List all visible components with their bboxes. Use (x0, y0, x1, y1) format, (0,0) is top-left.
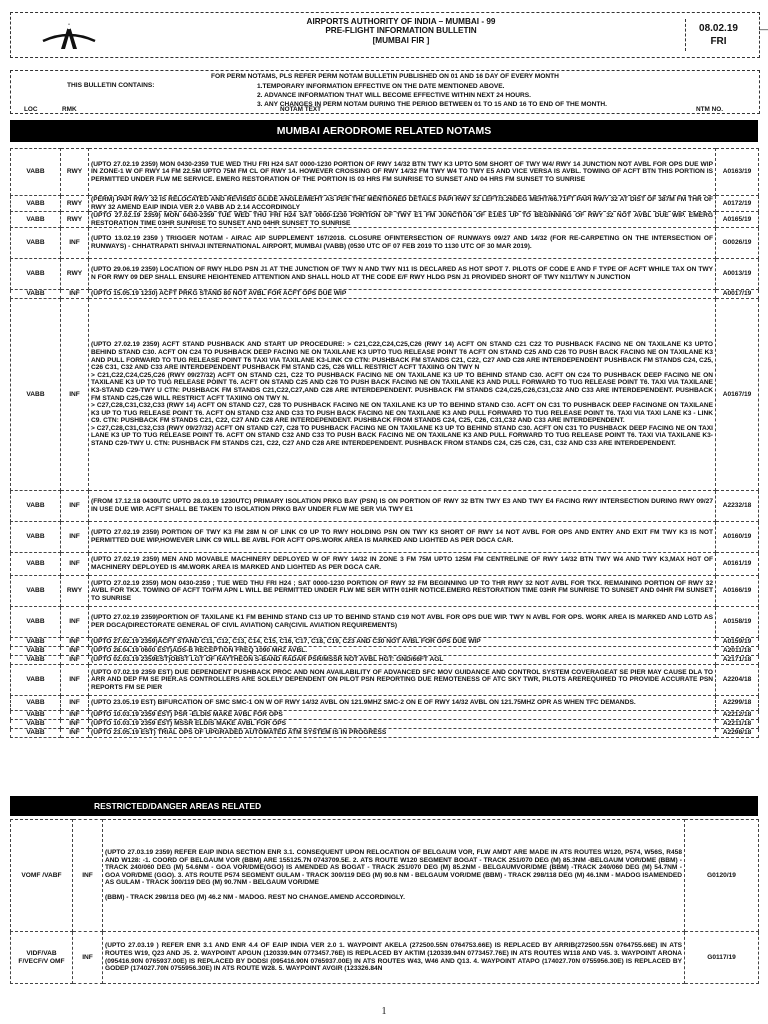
notam-remark: RWY (61, 576, 89, 607)
contains-item: 3. ANY CHANGES IN PERM NOTAM DURING THE PERIOD BETWEEN 01 TO 15 AND 16 TO END OF THE MONTH. (257, 101, 607, 108)
notam-number: A2212/18 (716, 711, 759, 720)
notam-remark: INF (61, 656, 89, 665)
notam-text: (UPTO 27.02.19 2359) PORTION OF TWY K3 FM 28M N OF LINK C9 UP TO RWY HOLDING PSN ON TWY K3 SHORT OF RWY 14 NOT AVBL FOR OPS AND ENTRY AND EXIT FM TWY K3 IS NOT PERMITTED DUE WIP,HOWEVER LINK C9 WILL BE AVBL FOR ACFT OPS.WORK AREA IS MARKED AND LIGHTED AS PER DGCA CAR. (89, 522, 716, 553)
notam-text: (UPTO 29.06.19 2359) LOCATION OF RWY HLDG PSN J1 AT THE JUNCTION OF TWY N AND TWY N11 IS DECLARED AS HOT SPOT 7. PILOTS OF CODE E AND F TYPE OF ACFT WHILE TAX ON TWY N FOR RWY 09 DEP SHALL ENSURE HEIGHTENED ATTENTION AND SHALL HOLD AT THE CODE E/F RWY HLDG PSN J1 PROVIDED SHORT OF TWY N11/TWY N JUNCTION (89, 259, 716, 290)
notam-number: A2232/18 (716, 491, 759, 522)
notam-remark: INF (61, 228, 89, 259)
notam-text: (UPTO 10.03.19 2359 EST) MSSR ELDIS MAKE AVBL FOR OPS (89, 720, 716, 729)
section-title-aerodrome: MUMBAI AERODROME RELATED NOTAMS (10, 120, 758, 142)
notam-location: VABB (11, 259, 61, 290)
contains-item: 1.TEMPORARY INFORMATION EFFECTIVE ON THE DATE MENTIONED ABOVE. (257, 83, 505, 90)
notam-remark: INF (61, 638, 89, 647)
notam-location: VOMF /VABF (11, 820, 73, 932)
notam-number: A0160/19 (716, 522, 759, 553)
notam-row (11, 290, 759, 299)
notam-row (11, 647, 759, 656)
notam-text: (UPTO 07.02.19 2359 EST) DUE DEPENDENT PUSHBACK PROC AND NON AVAILABILITY OF ADVANCED SFC MOV GUIDANCE AND CONTROL SYSTEM COVERAGEAT SE PIER MAY CAUSE DLA TO ARR AND DEP FM SE PIER.AS CONTROLLERS ARE SOLELY DEPENDENT ON PILOT PSN REPORTING DUE REMOTENESS OF ATC SKY TWR, PILOTS AREREQUIRED TO PROVIDE ACCURATE PSN REPORTS FM SE PIER (89, 665, 716, 696)
notam-row (11, 149, 759, 196)
notam-location: VABB (11, 696, 61, 711)
notam-row (11, 696, 759, 711)
notam-location: VABB (11, 665, 61, 696)
column-headers (10, 106, 758, 116)
notam-row (11, 553, 759, 576)
notam-location: VABB (11, 638, 61, 647)
perm-notam-note: FOR PERM NOTAMS, PLS REFER PERM NOTAM BULLETIN PUBLISHED ON 01 AND 16 DAY OF EVERY MONTH (211, 73, 559, 80)
notam-text: (UPTO 27.02.19 2359)PORTION OF TAXILANE K1 FM BEHIND STAND C13 UP TO BEHIND STAND C19 NOT AVBL FOR OPS DUE WIP. TWY N AVBL FOR OPS. WORK AREA IS MARKED AND LGTD AS PER DGCA(DIRECTORATE GENERAL OF CIVIL AVIATION) CAR(CIVIL AVIATION REQUIREMENTS) (89, 607, 716, 638)
bulletin-day: FRI (710, 36, 727, 47)
page-number: 1 (381, 1006, 387, 1017)
bulletin-title: PRE-FLIGHT INFORMATION BULLETIN (325, 26, 477, 36)
notam-location: VABB (11, 553, 61, 576)
notam-text: (UPTO 27.02.19 2359) MEN AND MOVABLE MACHINERY DEPLOYED W OF RWY 14/32 IN ZONE 3 FM 75M UPTO 125M FM CENTRELINE OF RWY 14/32 BTN TWY W4 AND TWY K3,MAX HGT OF MACHINERY DEPLOYED IS 4M.WORK AREA IS MARKED AND LIGHTED AS PER DGCA CAR. (89, 553, 716, 576)
notam-row (11, 711, 759, 720)
notam-row (11, 491, 759, 522)
notam-remark: INF (61, 491, 89, 522)
notam-text: (UPTO 02.03.19 2359EST)OBST LGT OF RAYTHEON S-BAND RADAR PSR/MSSR NOT AVBL HGT: GND/66FT AGL (89, 656, 716, 665)
notam-remark: INF (61, 696, 89, 711)
notam-number: G0117/19 (685, 932, 759, 984)
org-name: AIRPORTS AUTHORITY OF INDIA – MUMBAI - 99 (306, 17, 496, 26)
notam-location: VABB (11, 491, 61, 522)
notam-remark: INF (61, 607, 89, 638)
notam-row (11, 638, 759, 647)
notam-row (11, 932, 759, 984)
notam-text: (UPTO 28.04.19 0600 EST)ADS-B RECEPTION FREQ 1090 MHZ AVBL. (89, 647, 716, 656)
notam-location: VABB (11, 729, 61, 738)
col-rmk: RMK (62, 106, 77, 113)
notam-number: A0172/19 (716, 196, 759, 212)
restricted-notam-table (10, 819, 759, 984)
notam-number: A2011/18 (716, 647, 759, 656)
notam-text: (UPTO 23.05.19 EST) TRIAL OPS OF UPGRADED AUTOMATED ATM SYSTEM IS IN PROGRESS (89, 729, 716, 738)
notam-text: (UPTO 27.02.19 2359)ACFT STAND C11, C12, C13, C14, C15, C16, C17, C18, C19, C23 AND C30 NOT AVBL FOR OPS DUE WIP (89, 638, 716, 647)
notam-number: A0159/19 (716, 638, 759, 647)
notam-row (11, 228, 759, 259)
notam-location: VABB (11, 720, 61, 729)
notam-text: (UPTO 10.03.19 2359 EST) PSR -ELDIS MAKE AVBL FOR OPS (89, 711, 716, 720)
notam-remark: RWY (61, 196, 89, 212)
notam-text: (UPTO 27.02.19 2359) ACFT STAND PUSHBACK AND START UP PROCEDURE: > C21,C22,C24,C25,C26 (RWY 14) ACFT ON STAND C21 C22 TO PUSHBACK FACING NE ON TAXILANE K3 UPTO BEHIND STAND C30. ACFT ON C24 TO PUSHBACK DEEP FACING NE ON TAXILANE K3 UPTO TUG RELEASE POINT T6 ACFT ON STAND C25 AND C26 TO PUSH BACK FACING NE ON TAXILANE K3 AND PULL FORWARD TO TUG RELEASE POINT T6 TAXI VIA TAXILANE K3-LINK C9 CTN: PUSHBACK FM STANDS C21, C22, C27 AND C28 ARE INTERDEPENDENT PUSHBACK FM STANDS C24, C25, C26 C31, C32 AND C33 ARE INTERDEPENDENT PUSHBACK FM STAND C25, C26 WILL RESTRICT ACFT TAXIING ON TWY N > C21,C22,C24,C25,C26 (RWY 09/27/32) ACFT ON STAND C21, C22 TO PUSHBACK FACING NE ON TAXILANE K3 UP TO BEHIND STAND C30. ACFT ON C24 TO PUSHBACK DEEP FACING NE ON TAXILANE K3 UP TO TUG RELEASE POINT T6. ACFT ON STAND C25 AND C26 TO PUSH BACK FACING NE ON TAXILANE K3 AND PULL FORWARD TO TUG RELEASE POINT T6. TAXI VIA TAXILANE K3-STAND C29-TWY U CTN: PUSHBACK FM STANDS C21,C22,C27,AND C28 ARE INTERDEPENDENT. PUSHBACK FM STANDS C24,C25,C26,C31,C32 AND C33 ARE INTERDEPENDENT. PUSHBACK FM STAND C25,C26 WILL RESTRICT ACFT TAXIING ON TWY N. > C27,C28,C31,C32,C33 (RWY 14) ACFT ON STAND C27, C28 TO PUSHBACK FACING NE ON TAXILANE K3 UP TO BEHIND STAND C30. ACFT ON C31 TO PUSHBACK DEEP FACINGNE ON TAXILANE K3 UP TO TUG RELEASE POINT T6. ACFT ON STAND C32 AND C33 TO PUSH BACK FACING NE ON TAXILANE K3 AND PULL FORWARD TO TUG RELEASE POINT T6. TAXI VIA TAXI LANE K3 - LINK C9. CTN: PUSHBACK FM STANDS C21, C22, C27 AND C28 ARE INTERDEPENDENT. PUSHBACK FROM STANDS C24, C25, C26, C31,C32 AND C33 ARE INTERDEPENDENT. > C27,C28,C31,C32,C33 (RWY 09/27/32) ACFT ON STAND C27, C28 TO PUSHBACK FACING NE ON TAXILANE K3 UP TO BEHIND STAND C30. ACFT ON C31 TO PUSHBACK DEEP FACING NE ON TAXI LANE K3 UP TO TUG RELEASE POINT T6. ACFT ON STAND C32 AND C33 TO PUSH BACK FACING NE ON TAXILANE K3 AND PULL FORWARD TO TUG RELEASE POINT T6. TAXI VIA TAXILANE K3-STAND C29-TWY U. CTN: PUSHBACK FM STANDS C21, C22, C27 AND C28 ARE INTERDEPENDENT. PUSHBACK FROM STANDS C24, C25 C26, C31, C32 AND C33 ARE INTERDEPENDENT. (89, 299, 716, 491)
notam-location: VABB (11, 299, 61, 491)
notam-number: A2298/18 (716, 729, 759, 738)
fir-name: [MUMBAI FIR ] (372, 35, 430, 45)
contains-list (257, 82, 607, 109)
notam-number: A0167/19 (716, 299, 759, 491)
notam-location: VABB (11, 196, 61, 212)
notam-row (11, 259, 759, 290)
notam-text: (UPTO 23.05.19 EST) BIFURCATION OF SMC SMC-1 ON W OF RWY 14/32 AVBL ON 121.9MHZ SMC-2 ON E OF RWY 14/32 AVBL ON 121.75MHZ OPR AS WHEN TFC DEMANDS. (89, 696, 716, 711)
notam-remark: INF (73, 820, 103, 932)
notam-number: A0165/19 (716, 212, 759, 228)
notam-row (11, 656, 759, 665)
notam-remark: RWY (61, 212, 89, 228)
notam-text: (FROM 17.12.18 0430UTC UPTO 28.03.19 1230UTC) PRIMARY ISOLATION PRKG BAY (PSN) IS ON PORTION OF RWY 32 BTN TWY E3 AND TWY E4 FACING RWY INTERSECTION DURING RWY 09/27 IN USE DUE WIP. ACFT SHALL BE TAKEN TO ISOLATION PRKG BAY UNDER FLW ME SER VIA TWY E1 (89, 491, 716, 522)
notam-location: VABB (11, 290, 61, 299)
notam-location: VIDF/VAB F/VECF/V OMF (11, 932, 73, 984)
bulletin-date: 08.02.19 (699, 23, 738, 34)
notam-remark: INF (61, 299, 89, 491)
notam-row (11, 522, 759, 553)
aai-logo-icon (41, 19, 97, 51)
notam-location: VABB (11, 149, 61, 196)
notam-row (11, 607, 759, 638)
notam-text: (UPTO 15.05.19 1230) ACFT PRKG STAND 80 NOT AVBL FOR ACFT OPS DUE WIP (89, 290, 716, 299)
aerodrome-notam-table (10, 148, 759, 738)
notam-row (11, 720, 759, 729)
notam-location: VABB (11, 576, 61, 607)
notam-number: A0161/19 (716, 553, 759, 576)
notam-location: VABB (11, 711, 61, 720)
notam-text: (UPTO 13.02.19 2359 ) TRIGGER NOTAM - AIRAC AIP SUPPLEMENT 167/2018. CLOSURE OFINTERSECTION OF RUNWAYS 09/27 AND 14/32 (FOR RE-CARPETING ON THE INTERSECTION OF RUNWAYS) - CHHATRAPATI SHIVAJI INTERNATIONAL AIRPORT, MUMBAI (VABB) (0530 UTC OF 07 FEB 2019 TO 1130 UTC OF 30 MAR 2019). (89, 228, 716, 259)
notam-text: (UPTO 27.02.19 2359) MON 0430-2359 TUE WED THU FRI H24 SAT 0000-1230 PORTION OF TWY E1 FM JUNCTION OF E1/E3 UP TO BEGINNING OF RWY 32 NOT AVBL DUE WIP. EMERG RESTORATION TIME 03HR SUNRISE TO SUNSET AND 04HR SUNSET TO SUNRISE (89, 212, 716, 228)
col-loc: LOC (24, 106, 38, 113)
notam-text: (UPTO 27.03.19 ) REFER ENR 3.1 AND ENR 4.4 OF EAIP INDIA VER 2.0 1. WAYPOINT AKELA (272500.55N 0764753.66E) IS REPLACED BY ARRIB(272500.55N 0764755.66E) IN ATS ROUTES W19, Q23 AND J5. 2. WAYPOINT APGUN (120339.94N 0773457.76E) IS REPLACED BY AKTIM (120339.94N 0773457.76E) IN ATS ROUTES W118 AND V45. 3. WAYPOINT ARONA (095416.90N 0765937.00E) IS REPLACED BY DODSI (095416.90N 0765937.00E) IN ATS ROUTES W43, W46 AND Q13. 4. WAYPOINT ATAPO (174027.70N 0755956.30E) IS REPLACED BY GODEP (174027.70N 0755956.30E) IN ATS ROUTE W28. 5. WAYPOINT AVGIR (123326.84N (103, 932, 685, 984)
notam-location: VABB (11, 212, 61, 228)
notam-location: VABB (11, 607, 61, 638)
date-box (685, 19, 751, 51)
notam-location: VABB (11, 647, 61, 656)
notam-number: A0163/19 (716, 149, 759, 196)
edge-mark: — (759, 24, 768, 34)
col-notam-text: NOTAM TEXT (280, 106, 322, 113)
notam-remark: INF (61, 522, 89, 553)
contains-label: THIS BULLETIN CONTAINS: (67, 82, 155, 89)
notam-remark: INF (61, 553, 89, 576)
notam-number: A2204/18 (716, 665, 759, 696)
notam-number: A0158/19 (716, 607, 759, 638)
notam-text: (UPTO 27.02.19 2359) MON 0430-2359 TUE WED THU FRI H24 SAT 0000-1230 PORTION OF RWY 14/32 BTN TWY K3 UPTO 50M SHORT OF TWY W4/ RWY 14 JUNCTION NOT AVBL FOR OPS DUE WIP IN ZONE-1 W OF RWY 14 FM 22.5M UPTO 75M FM CL OF RWY 14. HOWEVER CROSSING OF RWY 14/32 FM TWY W4 TO TWY E5 AND VICE VERSA IS AVBL. TOWING OF ACFT BTN THIS PORTION IS PERMITTED UNDER FLW ME SERVICE. EMERG RESTORATION OF THE PORTION IS 03 HRS FM SUNRISE TO SUNSET AND 04 HRS FM SUNSET TO SUNRISE (89, 149, 716, 196)
notam-remark: INF (61, 720, 89, 729)
notam-number: A2299/18 (716, 696, 759, 711)
notam-row (11, 665, 759, 696)
notam-remark: INF (73, 932, 103, 984)
notam-number: A0013/19 (716, 259, 759, 290)
notam-remark: RWY (61, 259, 89, 290)
notam-row (11, 196, 759, 212)
notam-location: VABB (11, 228, 61, 259)
notam-row (11, 576, 759, 607)
notam-remark: INF (61, 665, 89, 696)
notam-location: VABB (11, 522, 61, 553)
notam-number: A0166/19 (716, 576, 759, 607)
notam-text: (UPTO 27.03.19 2359) REFER EAIP INDIA SECTION ENR 3.1. CONSEQUENT UPON RELOCATION OF BELGAUM VOR, FLW AMDT ARE MADE IN ATS ROUTES W120, P574, W56S, R458 AND W128: -1. COORD OF BELGAUM VOR (BBM) ARE 155125.7N 0743709.5E. 2. ATS ROUTE W120 SEGMENT BOGAT - TRACK 251/070 DEG (M) 85.3NM -BELGAUM VOR/DME (BBM) -TRACK 240/060 DEG (M) 54.6NM - GOA VOR/DME(GGO) IS AMENDED AS BOGAT - TRACK 251/070 DEG (M) 85.2NM - BELGAUMVOR/DME (BBM) -TRACK 240/060 DEG (M) 54.7NM - GOA VOR/DME (GGO). 3. ATS ROUTE P574 SEGMENT GULAM - TRACK 300/119 DEG (M) 90.8 NM - BELGAUM VOR/DME (BBM) - TRACK 298/118 DEG (M) 46.1NM - MADOG ISAMENDED AS GULAM - TRACK 300/119 DEG (M) 90.7NM - BELGAUM VOR/DME (BBM) - TRACK 298/118 DEG (M) 46.2 NM - MADOG. REST NO CHANGE.AMEND ACCORDINGLY. (103, 820, 685, 932)
notam-number: G0120/19 (685, 820, 759, 932)
notam-remark: INF (61, 290, 89, 299)
bulletin-header (10, 12, 760, 58)
notam-remark: INF (61, 647, 89, 656)
section-title-restricted: RESTRICTED/DANGER AREAS RELATED (10, 796, 758, 816)
notam-row (11, 729, 759, 738)
contains-item: 2. ADVANCE INFORMATION THAT WILL BECOME EFFECTIVE WITHIN NEXT 24 HOURS. (257, 92, 532, 99)
notam-location: VABB (11, 656, 61, 665)
notam-row (11, 212, 759, 228)
notam-text: (PERM) PAPI RWY 32 IS RELOCATED AND REVISED GLIDE ANGLE/MEHT AS PER THE MENTIONED DETAILS PAPI RWY 32 LEFT/3.26DEG MEHT/66.71FT PAPI RWY 32 AT DIST OF 387M FM THR OF RWY 32 AMEND EAIP INDIA VER 2.0 VABB AD 2.14 ACCORDINGLY (89, 196, 716, 212)
notam-number: G0026/19 (716, 228, 759, 259)
notam-remark: RWY (61, 149, 89, 196)
notam-text: (UPTO 27.02.19 2359) MON 0430-2359 ; TUE WED THU FRI H24 ; SAT 0000-1230 PORTION OF RWY 32 FM BEGINNING UP TO THR RWY 32 NOT AVBL FOR TKX. REMAINING PORTION OF RWY 32 AVBL FOR TKX. TOWING OF ACFT TO/FM APN L WILL BE PERMITTED UNDER FLW ME SER WITH 01HR NOTICE.EMERG RESTORATION TIME 03HR FM SUNRISE TO SUNSET AND 04HR FM SUNSET TO SUNRISE (89, 576, 716, 607)
notam-number: A2171/18 (716, 656, 759, 665)
notam-remark: INF (61, 729, 89, 738)
col-ntm-no: NTM NO. (696, 106, 723, 113)
notam-number: A0017/19 (716, 290, 759, 299)
notam-remark: INF (61, 711, 89, 720)
notam-row (11, 299, 759, 491)
notam-number: A2211/18 (716, 720, 759, 729)
notam-row (11, 820, 759, 932)
